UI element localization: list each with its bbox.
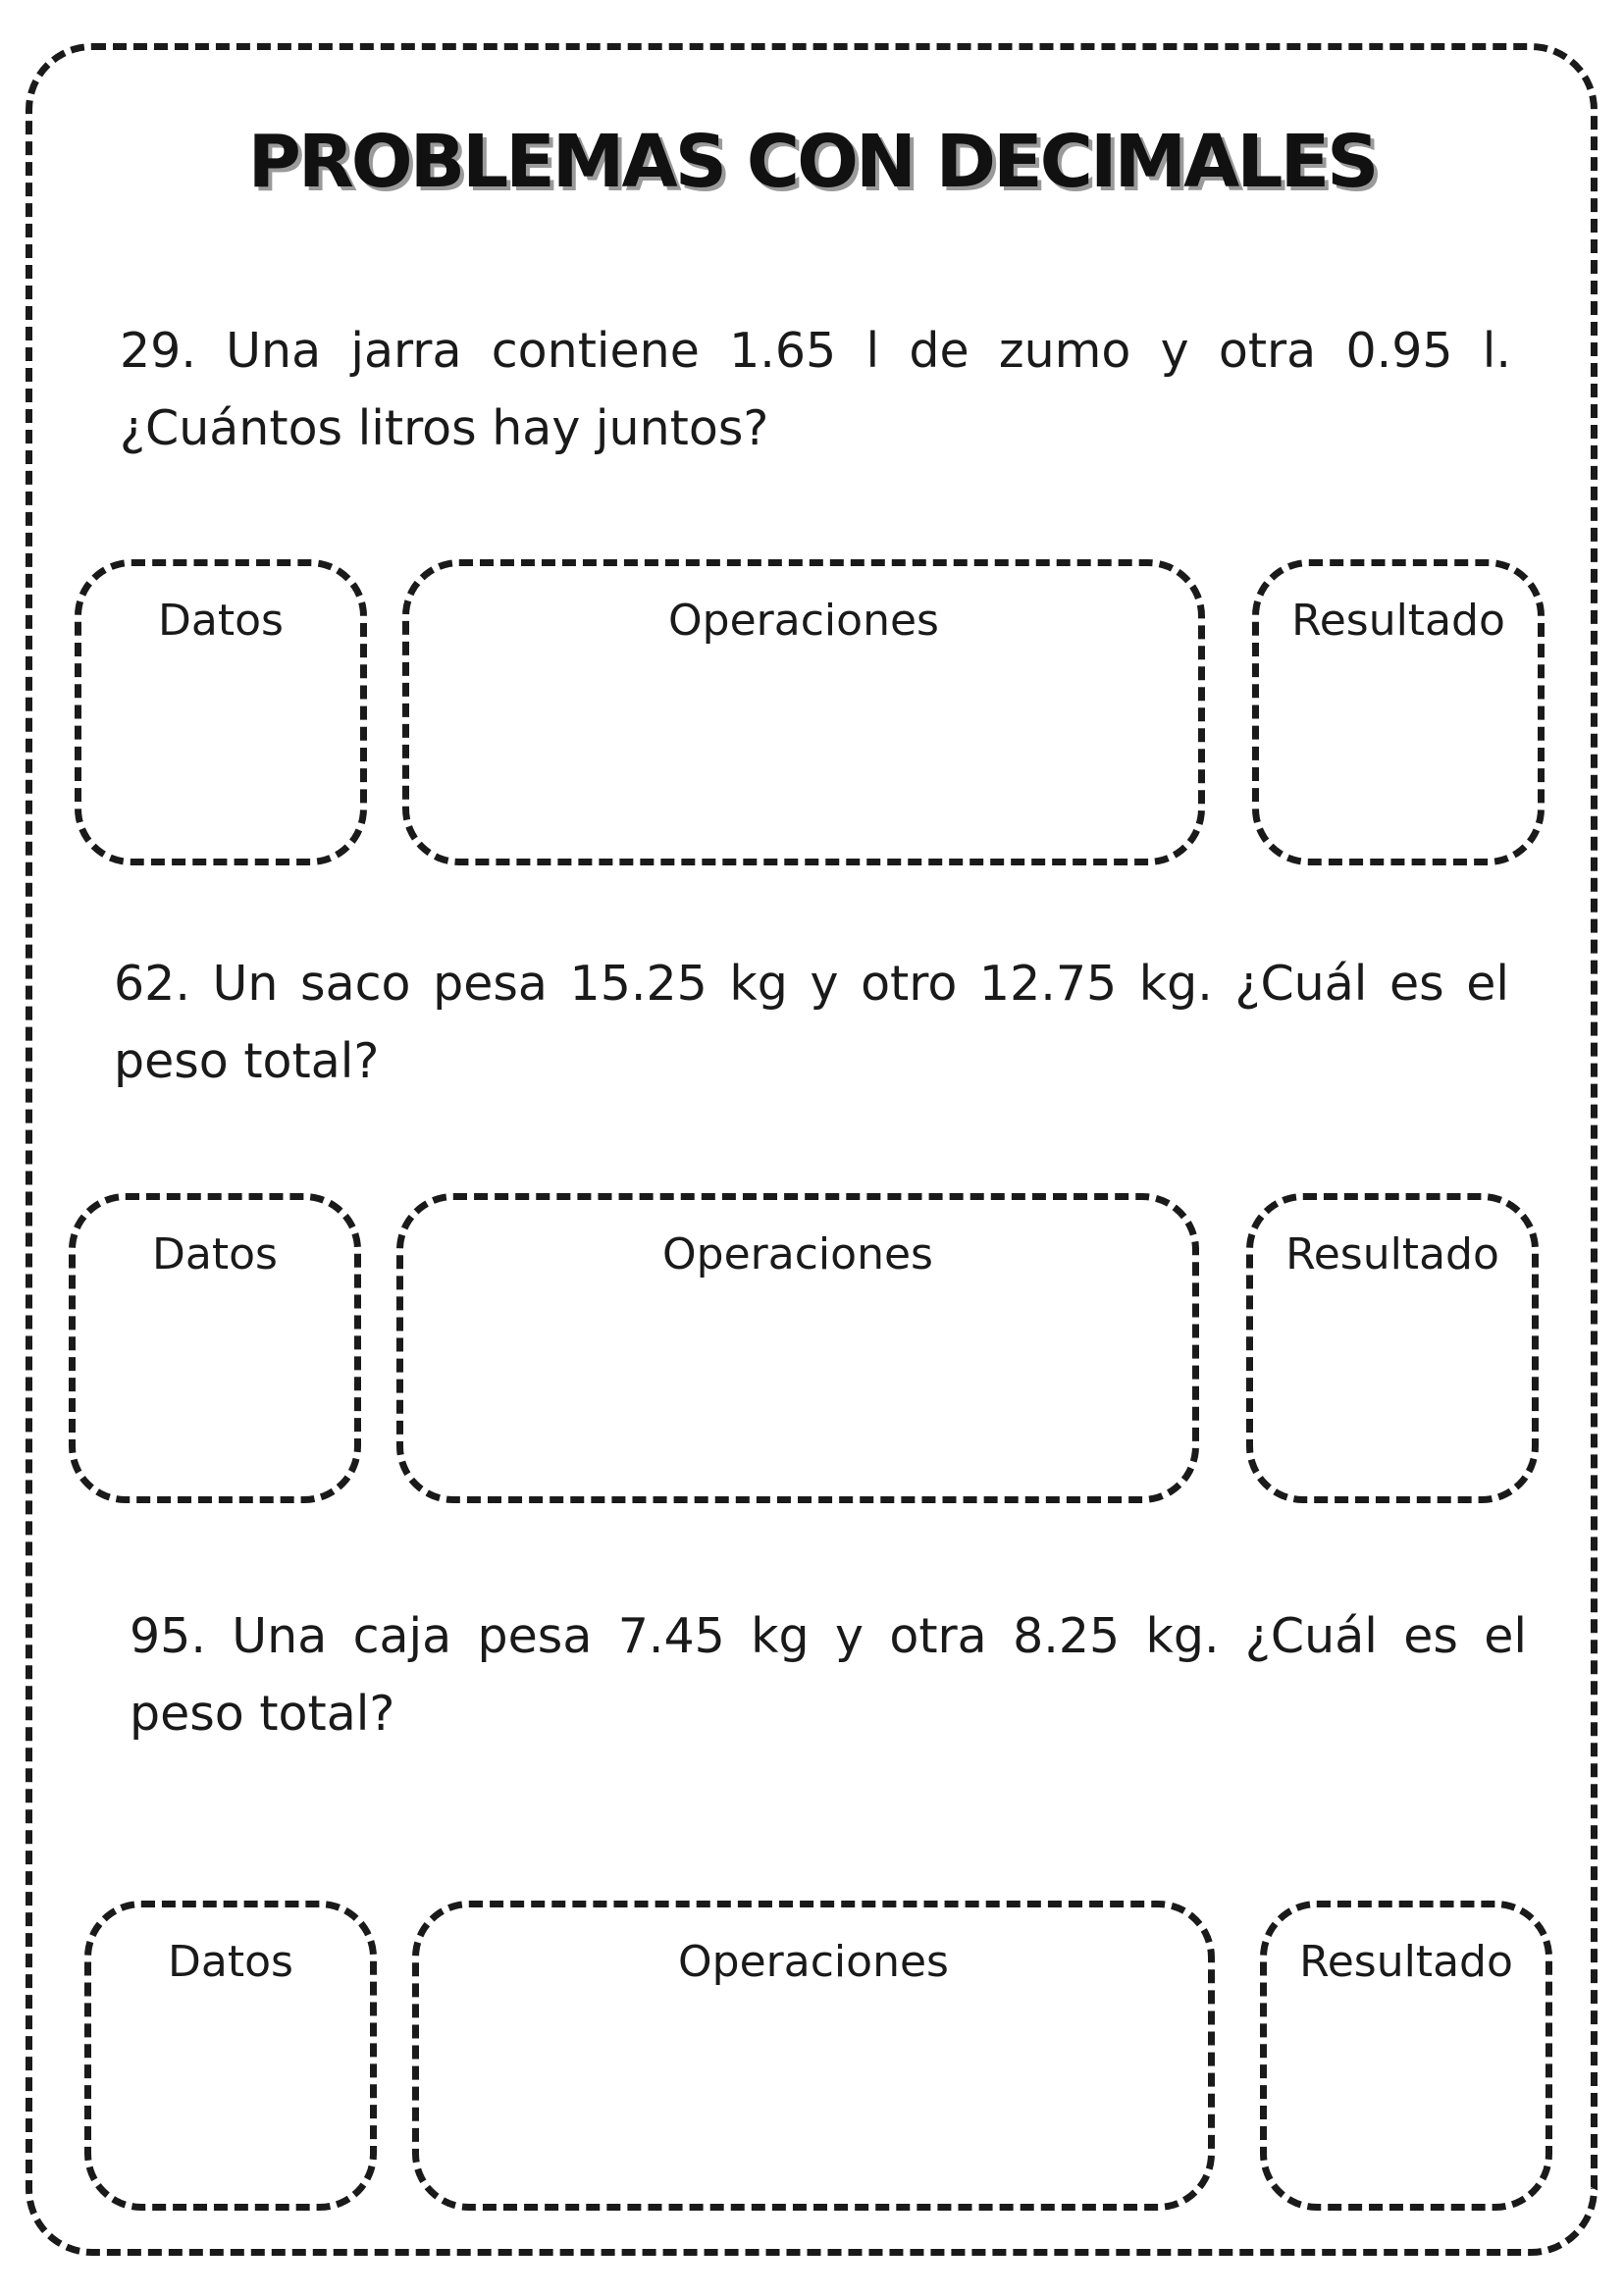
operaciones-label: Operaciones	[662, 1229, 933, 1279]
problem-95-datos-box[interactable]	[84, 1901, 377, 2211]
problem-29-resultado-box[interactable]	[1252, 559, 1545, 865]
resultado-label: Resultado	[1299, 1937, 1513, 1987]
problem-95-text: 95. Una caja pesa 7.45 kg y otra 8.25 kg. ¿Cuál es el peso total?	[130, 1608, 1527, 1742]
datos-label: Datos	[152, 1229, 278, 1279]
problem-29-datos-box[interactable]	[75, 559, 367, 865]
problem-29-text: 29. Una jarra contiene 1.65 l de zumo y otra 0.95 l. ¿Cuántos litros hay juntos?	[120, 323, 1511, 456]
problem-95-resultado-box[interactable]	[1260, 1901, 1552, 2211]
problem-62-datos-box[interactable]	[69, 1193, 361, 1503]
worksheet-title: PROBLEMAS CON DECIMALES	[247, 120, 1377, 204]
datos-label: Datos	[168, 1937, 293, 1987]
problem-29-operaciones-box[interactable]	[402, 559, 1205, 865]
operaciones-label: Operaciones	[668, 596, 939, 646]
problem-95-operaciones-box[interactable]	[412, 1901, 1215, 2211]
problem-62-resultado-box[interactable]	[1246, 1193, 1539, 1503]
resultado-label: Resultado	[1291, 596, 1505, 646]
operaciones-label: Operaciones	[678, 1937, 949, 1987]
problem-62-text: 62. Un saco pesa 15.25 kg y otro 12.75 kg. ¿Cuál es el peso total?	[114, 956, 1509, 1089]
problem-62-operaciones-box[interactable]	[396, 1193, 1199, 1503]
datos-label: Datos	[158, 596, 284, 646]
resultado-label: Resultado	[1285, 1229, 1499, 1279]
